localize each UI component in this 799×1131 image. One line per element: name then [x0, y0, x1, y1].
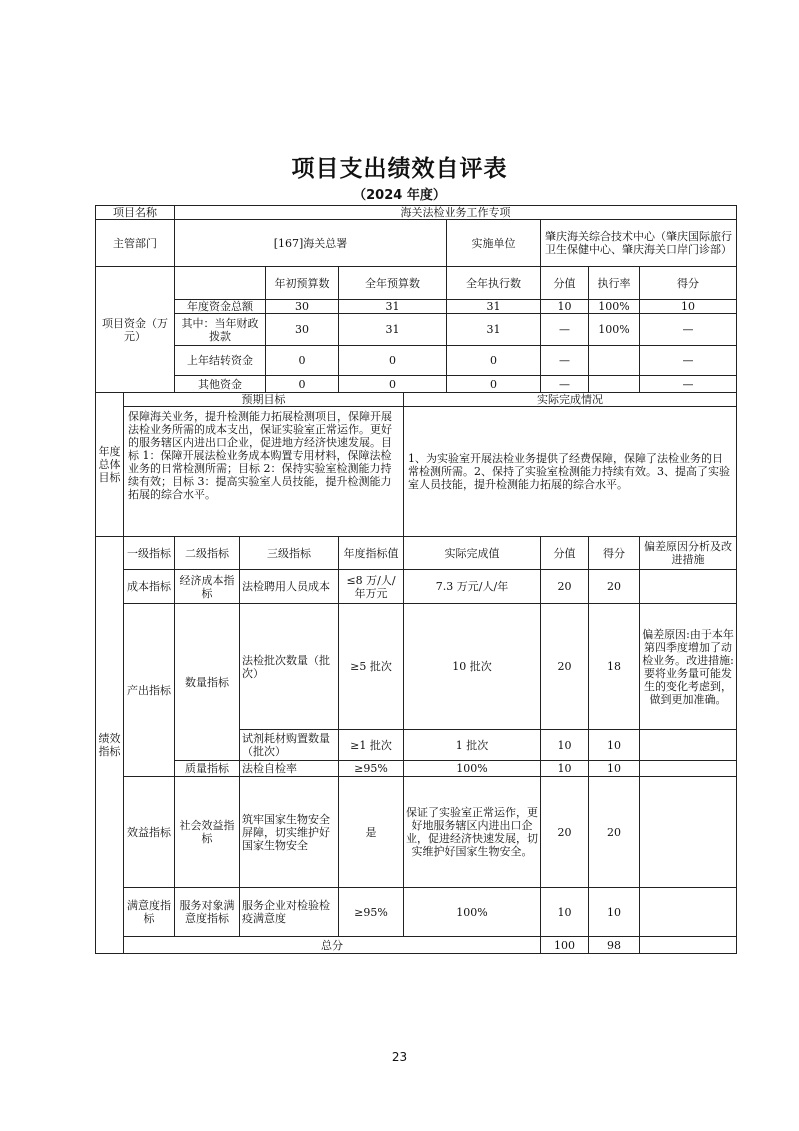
- indicator-l2: 质量指标: [175, 761, 240, 777]
- indicator-score: 20: [589, 777, 640, 888]
- indicator-header: 一级指标: [124, 537, 175, 570]
- indicator-score: 10: [589, 730, 640, 761]
- indicator-score: 10: [589, 761, 640, 777]
- funds-cell: 0: [447, 376, 541, 393]
- funds-cell: 0: [447, 346, 541, 376]
- funds-row-label: 其中：当年财政拨款: [175, 314, 266, 346]
- indicator-header: 实际完成值: [404, 537, 541, 570]
- funds-cell: 31: [339, 314, 447, 346]
- funds-cell: [589, 376, 640, 393]
- total-deviation: [640, 937, 737, 954]
- indicator-l2: 经济成本指标: [175, 570, 240, 604]
- indicator-l1: 效益指标: [124, 777, 175, 888]
- funds-header: 全年预算数: [339, 267, 447, 300]
- funds-row-label: 上年结转资金: [175, 346, 266, 376]
- indicator-header: 年度指标值: [339, 537, 404, 570]
- indicator-actual: 100%: [404, 888, 541, 937]
- indicator-score-value: 10: [541, 730, 589, 761]
- indicator-header: 二级指标: [175, 537, 240, 570]
- indicator-deviation: [640, 888, 737, 937]
- indicator-l3: 筑牢国家生物安全屏障，切实维护好国家生物安全: [240, 777, 339, 888]
- indicator-header: 偏差原因分析及改进措施: [640, 537, 737, 570]
- indicator-score-value: 20: [541, 777, 589, 888]
- indicator-actual: 保证了实验室正常运作，更好地服务辖区内进出口企业，促进经济快速发展，切实维护好国家生物安全。: [404, 777, 541, 888]
- indicator-target: ≥5 批次: [339, 604, 404, 730]
- indicator-deviation: [640, 761, 737, 777]
- evaluation-table: [95, 205, 737, 954]
- funds-cell: 30: [266, 314, 339, 346]
- indicator-l2: 社会效益指标: [175, 777, 240, 888]
- funds-cell: [589, 346, 640, 376]
- indicator-score-value: 20: [541, 570, 589, 604]
- page-subtitle: （2024 年度）: [353, 188, 446, 203]
- indicator-l3: 法检聘用人员成本: [240, 570, 339, 604]
- funds-cell: 10: [640, 300, 737, 314]
- funds-cell: —: [640, 376, 737, 393]
- funds-cell: 0: [266, 376, 339, 393]
- indicator-score: 20: [589, 570, 640, 604]
- funds-cell: —: [541, 376, 589, 393]
- indicator-actual: 100%: [404, 761, 541, 777]
- indicator-score-value: 10: [541, 888, 589, 937]
- funds-row-label: 其他资金: [175, 376, 266, 393]
- expected-goal-text: 保障海关业务，提升检测能力拓展检测项目，保障开展法检业务所需的成本支出，保证实验室正常运作。更好的服务辖区内进出口企业，促进地方经济快速发展。目标 1：保障开展法检业务成本购置专用材料，保障法检业务的日常检测所需；目标 2：保持实验室检测能力持续有效；目标 3：提高实验室人员技能，提升检测能力拓展的综合水平。: [124, 407, 404, 537]
- indicator-target: ≤8 万/人/年万元: [339, 570, 404, 604]
- impl-value: 肇庆海关综合技术中心（肇庆国际旅行卫生保健中心、肇庆海关口岸门诊部）: [541, 220, 737, 267]
- funds-cell: 0: [339, 346, 447, 376]
- indicator-score: 10: [589, 888, 640, 937]
- funds-cell: 31: [339, 300, 447, 314]
- funds-cell: 10: [541, 300, 589, 314]
- funds-label: 项目资金（万元）: [96, 267, 175, 393]
- impl-label: 实施单位: [447, 220, 541, 267]
- indicator-deviation: [640, 570, 737, 604]
- project-name-label: 项目名称: [96, 206, 175, 220]
- actual-result-text: 1、为实验室开展法检业务提供了经费保障，保障了法检业务的日常检测所需。2、保持了实验室检测能力持续有效。3、提高了实验室人员技能，提升检测能力拓展的综合水平。: [404, 407, 737, 537]
- page-number: 23: [391, 1050, 408, 1064]
- dept-label: 主管部门: [96, 220, 175, 267]
- indicator-l3: 法检自检率: [240, 761, 339, 777]
- indicator-l1: 产出指标: [124, 604, 175, 777]
- goals-label: 年度总体目标: [96, 393, 124, 537]
- funds-header: 年初预算数: [266, 267, 339, 300]
- indicators-label: 绩效指标: [96, 537, 124, 954]
- indicator-deviation: 偏差原因:由于本年第四季度增加了动检业务。改进措施:要将业务量可能发生的变化考虑到，做到更加准确。: [640, 604, 737, 730]
- expected-goal-header: 预期目标: [124, 393, 404, 407]
- funds-header-blank: [175, 267, 266, 300]
- funds-cell: 31: [447, 300, 541, 314]
- funds-cell: 100%: [589, 314, 640, 346]
- funds-cell: 0: [339, 376, 447, 393]
- funds-header: 执行率: [589, 267, 640, 300]
- indicator-deviation: [640, 730, 737, 761]
- funds-row-label: 年度资金总额: [175, 300, 266, 314]
- funds-cell: 30: [266, 300, 339, 314]
- funds-header: 全年执行数: [447, 267, 541, 300]
- dept-value: [167]海关总署: [175, 220, 447, 267]
- indicator-header: 三级指标: [240, 537, 339, 570]
- funds-cell: —: [640, 346, 737, 376]
- indicator-actual: 7.3 万元/人/年: [404, 570, 541, 604]
- funds-header: 分值: [541, 267, 589, 300]
- total-score: 98: [589, 937, 640, 954]
- indicator-target: ≥95%: [339, 761, 404, 777]
- funds-cell: —: [541, 314, 589, 346]
- indicator-score: 18: [589, 604, 640, 730]
- funds-cell: —: [640, 314, 737, 346]
- indicator-actual: 1 批次: [404, 730, 541, 761]
- funds-cell: 100%: [589, 300, 640, 314]
- actual-result-header: 实际完成情况: [404, 393, 737, 407]
- funds-cell: 31: [447, 314, 541, 346]
- funds-cell: 0: [266, 346, 339, 376]
- indicator-deviation: [640, 777, 737, 888]
- indicator-actual: 10 批次: [404, 604, 541, 730]
- indicator-header: 分值: [541, 537, 589, 570]
- indicator-l1: 满意度指标: [124, 888, 175, 937]
- indicator-l2: 服务对象满意度指标: [175, 888, 240, 937]
- indicator-l3: 试剂耗材购置数量（批次）: [240, 730, 339, 761]
- indicator-l1: 成本指标: [124, 570, 175, 604]
- funds-header: 得分: [640, 267, 737, 300]
- indicator-l3: 法检批次数量（批次）: [240, 604, 339, 730]
- indicator-header: 得分: [589, 537, 640, 570]
- indicator-target: 是: [339, 777, 404, 888]
- indicator-score-value: 20: [541, 604, 589, 730]
- indicator-score-value: 10: [541, 761, 589, 777]
- indicator-target: ≥95%: [339, 888, 404, 937]
- indicator-l2: 数量指标: [175, 604, 240, 761]
- funds-cell: —: [541, 346, 589, 376]
- total-score-value: 100: [541, 937, 589, 954]
- indicator-target: ≥1 批次: [339, 730, 404, 761]
- total-label: 总分: [124, 937, 541, 954]
- page-title: 项目支出绩效自评表: [291, 156, 508, 182]
- project-name-value: 海关法检业务工作专项: [175, 206, 737, 220]
- indicator-l3: 服务企业对检验检疫满意度: [240, 888, 339, 937]
